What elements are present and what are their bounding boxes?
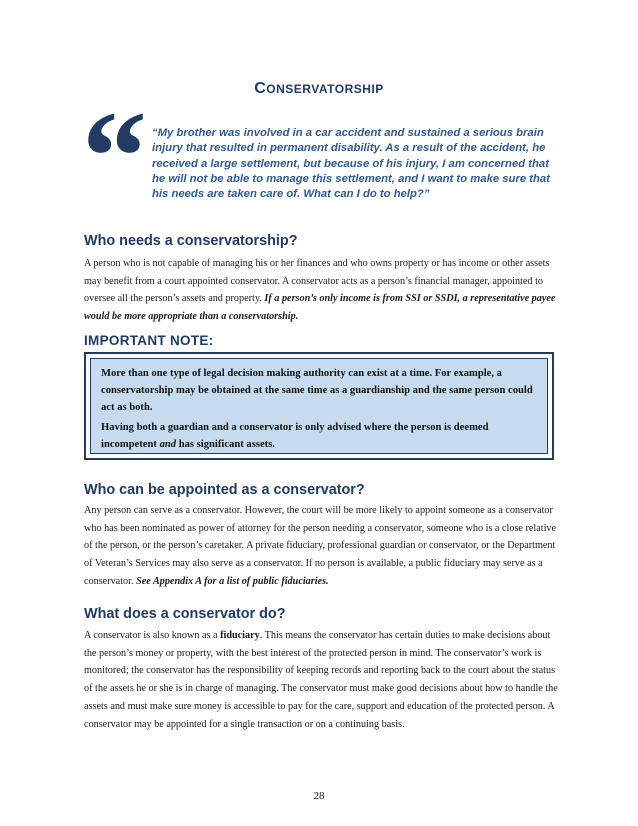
heading-what-does-conservator-do: What does a conservator do? xyxy=(84,606,286,622)
important-note-content xyxy=(90,358,548,454)
note-p2-italic: and xyxy=(159,439,177,450)
note-paragraph-2 xyxy=(101,419,539,453)
heading-who-needs: Who needs a conservatorship? xyxy=(84,233,298,249)
title-initial: C xyxy=(254,80,267,97)
note-p2-start: Having both a guardian and a conservator is only advised where the person is deemed incompetent xyxy=(101,422,489,450)
title-rest: ONSERVATORSHIP xyxy=(266,82,384,96)
who-can-text: Any person can serve as a conservator. However, the court will be more likely to appoint someone as a conservator who has been nominated as power of attorney for the person needing a conservator, someone who is a close relative of the person, or the person’s caretaker. A private fiduciary, professional guardian or conservator, or the Department of Veteran’s Services may also serve as a conservator. If no person is available, a public fiduciary may serve as a conservator. xyxy=(84,505,557,587)
section-what-does-body xyxy=(84,627,558,733)
important-note-box xyxy=(84,352,554,460)
quote-mark-icon: “ xyxy=(82,85,147,229)
fiduciary-term: fiduciary xyxy=(220,630,260,641)
who-needs-text: A person who is not capable of managing his or her finances and who owns property or has income or other assets may benefit from a court appointed conservator. A conservator acts as a person’s financial manager, appointed to oversee all the person’s assets and property. xyxy=(84,258,550,305)
important-note-heading: IMPORTANT NOTE: xyxy=(84,333,214,348)
heading-who-can-be-appointed: Who can be appointed as a conservator? xyxy=(84,482,365,498)
pull-quote: “My brother was involved in a car accident and sustained a serious brain injury that resulted in permanent disability. As a result of the accident, he received a large settlement, but because of his injury, I am concerned that he will not be able to manage this settlement, and I want to make sure that his needs are taken care of. What can I do to help?” xyxy=(152,127,550,201)
what-does-text-rest: . This means the conservator has certain duties to make decisions about the person’s money or property, with the best interest of the protected person in mind. The conservator’s work is monitored; the conservator has the responsibility of keeping records and reporting back to the court about the status of the assets he or she is in charge of managing. The conservator must make good decisions about how to handle the assets and must make sure money is accessible to pay for the care, support and education of the protected person. A conservator may be appointed for a single transaction or on a continuing basis. xyxy=(84,630,558,730)
note-paragraph-1: More than one type of legal decision making authority can exist at a time. For example, a conservatorship may be obtained at the same time as a guardianship and the same person could act as both. xyxy=(101,368,533,413)
what-does-text-start: A conservator is also known as a xyxy=(84,630,221,641)
section-who-needs-body xyxy=(84,255,558,326)
note-p2-end: has significant assets. xyxy=(176,439,275,450)
page-number: 28 xyxy=(313,790,325,802)
section-who-can-body xyxy=(84,502,558,591)
who-can-emphasis: See Appendix A for a list of public fiduciaries. xyxy=(136,575,329,587)
who-needs-emphasis: If a person’s only income is from SSI or SSDI, a representative payee would be more appropriate than a conservatorship. xyxy=(84,293,556,323)
